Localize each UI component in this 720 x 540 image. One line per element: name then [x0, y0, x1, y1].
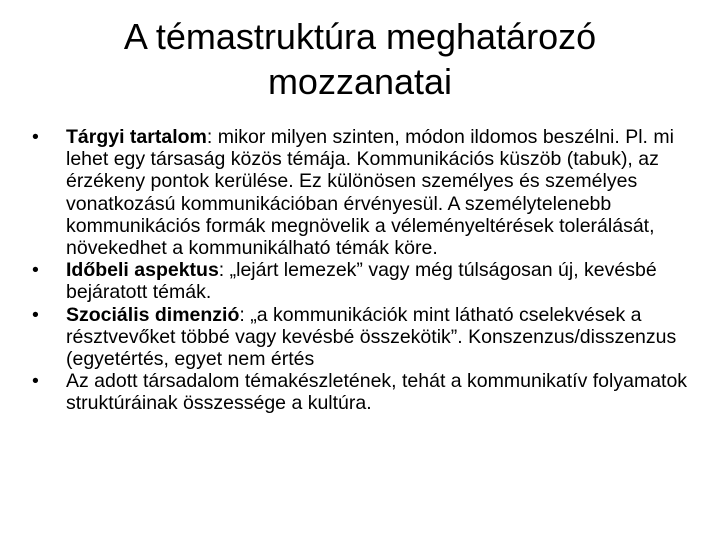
bullet-text: : „a kommunikációk mint látható cselekvések a résztvevőket többé vagy kevésbé összekötik”. Konszenzus/disszenzus (egyetértés, egyet nem értés [66, 303, 677, 371]
bullet-marker: • [32, 303, 39, 326]
slide-title-line-1: A témastruktúra meghatározó [123, 16, 597, 57]
bullet-item [30, 259, 690, 303]
bullet-text: : mikor milyen szinten, módon ildomos beszélni. Pl. mi lehet egy társaság közös témája. Kommunikációs küszöb (tabuk), az érzékeny pontok kerülése. Ez különösen személyes és személyes vonatkozású kommunikációban érvényesül. A személytelenebb kommunikációs formák megnövelik a véleményeltérések tolerálását, növekedhet a kommunikálható témák köre. [66, 126, 674, 260]
bullet-item [30, 370, 690, 414]
bullet-text: Az adott társadalom témakészletének, tehát a kommunikatív folyamatok struktúráinak összessége a kultúra. [66, 370, 688, 415]
bullet-term: Tárgyi tartalom [66, 126, 207, 148]
bullet-marker: • [32, 126, 39, 148]
slide-title [40, 14, 680, 104]
bullet-item [30, 304, 690, 371]
bullet-list [30, 126, 690, 415]
bullet-term: Időbeli aspektus [66, 259, 219, 282]
bullet-item [30, 126, 690, 259]
bullet-marker: • [32, 370, 39, 393]
bullet-term: Szociális dimenzió [66, 303, 240, 326]
slide-title-line-2: mozzanatai [267, 61, 453, 102]
bullet-text: : „lejárt lemezek” vagy még túlságosan új, kevésbé bejáratott témák. [66, 259, 657, 304]
bullet-marker: • [32, 259, 39, 282]
